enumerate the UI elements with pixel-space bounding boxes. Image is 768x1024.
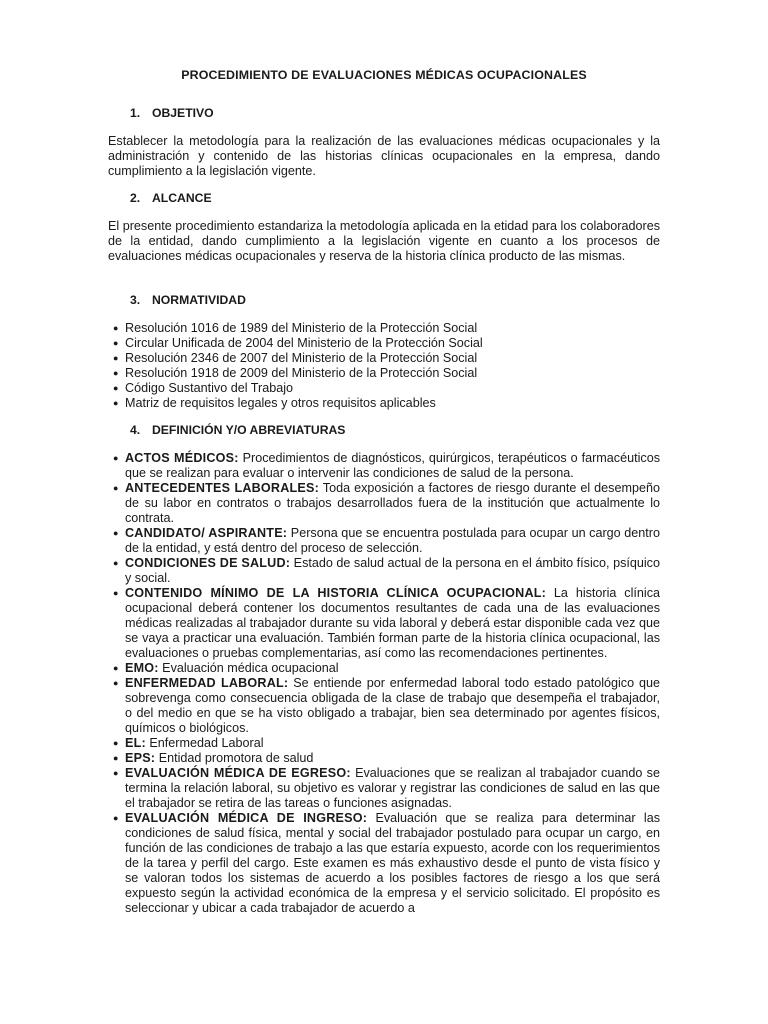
definition-item [113,556,660,586]
definition-text: Estado de salud actual de la persona en el ámbito físico, psíquico y social. [125,556,660,585]
list-item: ● Resolución 1016 de 1989 del Ministerio de la Protección Social [113,321,478,335]
normatividad-list [113,321,660,411]
bullet-icon: ● [113,813,119,823]
definitions-list [113,451,660,916]
bullet-icon: ● [113,738,119,748]
list-item: ● Resolución 2346 de 2007 del Ministerio de la Protección Social [113,351,478,365]
section-heading-alcance [130,191,212,206]
list-item: ● Circular Unificada de 2004 del Ministerio de la Protección Social [113,336,483,350]
bullet-icon: ● [113,323,119,333]
definition-text: La historia clínica ocupacional deberá contener los documentos resultantes de cada una de las evaluaciones médicas realizadas al trabajador durante su vida laboral y deberá estar disponible cada vez que se vaya a practicar una evaluación. También forman parte de la historia clínica ocupacional, las evaluaciones o pruebas complementarias, así como las recomendaciones pertinentes. [125,586,660,660]
section-title: NORMATIVIDAD [152,293,246,307]
definition-item [113,736,660,751]
bullet-icon: ● [113,753,119,763]
definition-text: Se entiende por enfermedad laboral todo estado patológico que sobrevenga como consecuencia obligada de la clase de trabajo que desempeña el trabajador, o del medio en que se ha visto obligado a trabajar, bien sea determinado por agentes físicos, químicos o biológicos. [125,676,661,735]
bullet-icon: ● [113,588,119,598]
section-title: OBJETIVO [152,106,214,120]
section-paragraph-alcance: El presente procedimiento estandariza la metodología aplicada en la etidad para los colaboradores de la entidad, dando cumplimiento a la legislación vigente en cuanto a los procesos de evaluaciones médicas ocupacionales y reserva de la historia clínica producto de las mismas. [108,219,660,263]
definition-text: Evaluación médica ocupacional [158,661,339,675]
section-number: 3. [130,293,141,307]
definition-item [113,811,660,916]
section-title: ALCANCE [152,191,212,205]
bullet-icon: ● [113,338,119,348]
definition-text: Evaluación que se realiza para determinar las condiciones de salud física, mental y social del trabajador postulado para ocupar un cargo, en función de las condiciones de trabajo a las que estaría expuesto, acorde con los requerimientos de la tarea y perfil del cargo. Este examen es más exhaustivo desde el punto de vista físico y se valoran todos los sistemas de acuerdo a los posibles factores de riesgo a los que será expuesto según la actividad económica de la empresa y el servicio solicitado. El propósito es seleccionar y ubicar a cada trabajador de acuerdo a [125,811,661,915]
bullet-icon: ● [113,483,119,493]
section-heading-definiciones [130,423,345,438]
bullet-icon: ● [113,678,119,688]
definition-item [113,661,660,676]
definition-term: EMO: [125,661,159,675]
definition-item [113,451,660,481]
section-paragraph-objetivo: Establecer la metodología para la realización de las evaluaciones médicas ocupacionales y la administración y contenido de las historias clínicas ocupacionales en la empresa, dando cumplimiento a la legislación vigente. [108,134,660,178]
bullet-icon: ● [113,768,119,778]
definition-text: Persona que se encuentra postulada para ocupar un cargo dentro de la entidad, y está dentro del proceso de selección. [125,526,660,555]
document-title: PROCEDIMIENTO DE EVALUACIONES MÉDICAS OCUPACIONALES [181,68,587,82]
section-number: 2. [130,191,141,205]
definition-item [113,766,660,811]
definition-item [113,481,660,526]
definition-term: EVALUACIÓN MÉDICA DE EGRESO: [125,766,351,780]
definition-item [113,676,660,736]
definition-term: ENFERMEDAD LABORAL: [125,676,289,690]
definition-term: ACTOS MÉDICOS: [125,451,239,465]
definition-term: CANDIDATO/ ASPIRANTE: [125,526,288,540]
definition-item [113,526,660,556]
definition-term: ANTECEDENTES LABORALES: [125,481,320,495]
definition-item [113,586,660,661]
section-heading-objetivo [130,106,214,121]
bullet-icon: ● [113,663,119,673]
list-item: ● Código Sustantivo del Trabajo [113,381,294,395]
definition-text: Enfermedad Laboral [145,736,264,750]
bullet-icon: ● [113,453,119,463]
definition-text: Toda exposición a factores de riesgo durante el desempeño de su labor en contratos o trabajos desarrollados fuera de la institución que actualmente lo contrata. [125,481,660,525]
definition-text: Entidad promotora de salud [155,751,314,765]
definition-term: CONDICIONES DE SALUD: [125,556,291,570]
bullet-icon: ● [113,558,119,568]
section-number: 1. [130,106,141,120]
bullet-icon: ● [113,368,119,378]
section-number: 4. [130,423,141,437]
bullet-icon: ● [113,353,119,363]
definition-text: Procedimientos de diagnósticos, quirúrgicos, terapéuticos o farmacéuticos que se realizan para evaluar o intervenir las condiciones de salud de la persona. [125,451,661,480]
bullet-icon: ● [113,398,119,408]
definition-item [113,751,660,766]
bullet-icon: ● [113,528,119,538]
definition-text: Evaluaciones que se realizan al trabajador cuando se termina la relación laboral, su objetivo es valorar y registrar las condiciones de salud en las que el trabajador se retira de las tareas o funciones asignadas. [125,766,660,810]
bullet-icon: ● [113,383,119,393]
definition-term: EPS: [125,751,156,765]
list-item: ● Matriz de requisitos legales y otros requisitos aplicables [113,396,436,410]
section-heading-normatividad [130,293,246,308]
definition-term: EVALUACIÓN MÉDICA DE INGRESO: [125,811,368,825]
definition-term: EL: [125,736,146,750]
list-item: ● Resolución 1918 de 2009 del Ministerio de la Protección Social [113,366,478,380]
section-title: DEFINICIÓN Y/O ABREVIATURAS [152,423,346,437]
definition-term: CONTENIDO MÍNIMO DE LA HISTORIA CLÍNICA OCUPACIONAL: [125,586,547,600]
